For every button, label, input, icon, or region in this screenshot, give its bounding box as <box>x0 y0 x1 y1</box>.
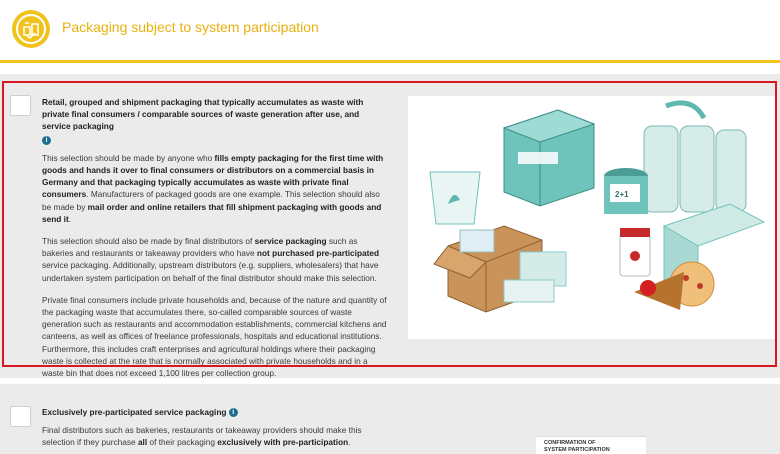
logo-icon <box>12 10 50 48</box>
header-divider <box>0 60 780 63</box>
confirmation-certificate <box>536 436 646 454</box>
certificate-line-2: SYSTEM PARTICIPATION <box>544 446 610 453</box>
option-2-checkbox[interactable] <box>10 406 31 427</box>
info-icon[interactable]: i <box>42 136 51 145</box>
option-2-title: Exclusively pre-participated service packaging i <box>42 406 387 418</box>
option-1-paragraph-1: This selection should be made by anyone who fills empty packaging for the first time with goods and hands it over to final consumers or distributors on a commercial basis in Germany and that packaging typically accumulates as waste with private final consumers. Manufacturers of packaged goods are one example. This selection should also be made by mail order and online retailers that fill shipment packaging with goods and send it. <box>42 152 384 224</box>
option-1-paragraph-2: This selection should also be made by final distributors of service packaging such as bakeries and restaurants or takeaway providers who have not purchased pre-participated service packaging. Additionally, upstream distributors (e.g. suppliers, wholesalers) that have undertaken system participation on behalf of the final distributor should make this selection. <box>42 236 380 283</box>
packaging-illustration <box>408 96 776 339</box>
option-2-paragraph-1: Final distributors such as bakeries, restaurants or takeaway providers should make this selection if they purchase all of their packaging exclusively with pre-participation. <box>42 425 362 448</box>
svg-text:2+1: 2+1 <box>615 190 629 199</box>
option-1-paragraph-3: Private final consumers include private households and, because of the nature and quantity of the packaging waste that accumulates there, so-called comparable sources of waste generation such as restaurants and accommodation establishments, commercial kitchens and canteens, as well as offices of freelance professionals, hospitals and educational institutions. Furthermore, this includes craft enterprises and agricultural holdings where their packaging waste is collected at the rate that is normally associated with private households and in a waste bin that does not exceed 1,100 litres per collection group. <box>42 294 387 379</box>
info-icon[interactable]: i <box>229 408 238 417</box>
option-2-content <box>42 406 387 449</box>
certificate-line-1: CONFIRMATION OF <box>544 440 596 446</box>
page-title: Packaging subject to system participation <box>62 19 319 35</box>
header <box>0 0 780 58</box>
option-1-content <box>42 96 387 379</box>
option-1-checkbox[interactable] <box>10 95 31 116</box>
option-1-title: Retail, grouped and shipment packaging that typically accumulates as waste with private final consumers / comparable sources of waste generation after use, and service packaging <box>42 97 364 132</box>
